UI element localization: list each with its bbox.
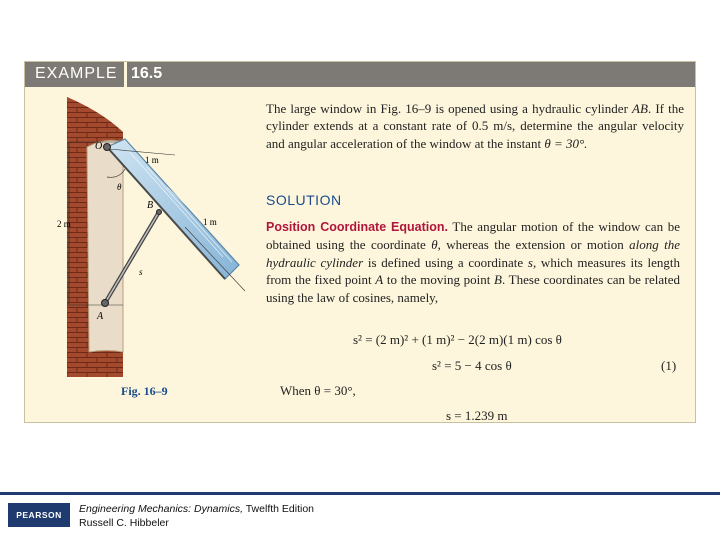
result-value: s = 1.239 m (446, 408, 508, 423)
label-1m-right: 1 m (203, 217, 217, 227)
problem-statement: The large window in Fig. 16–9 is opened using a hydraulic cylinder AB. If the cylinder extends at a constant rate of 0.5 m/s, determine the angular velocity and angular acceleration of the window at the instant θ = 30°. (266, 101, 685, 151)
equation-simplified: s² = 5 − 4 cos θ (432, 358, 512, 373)
figure-caption: Fig. 16–9 (121, 384, 168, 398)
solution-heading: SOLUTION (266, 192, 342, 208)
window-opening (87, 140, 123, 352)
book-title: Engineering Mechanics: Dynamics, Twelfth Edition (79, 503, 315, 515)
example-header (25, 62, 695, 87)
equation-law-of-cosines: s² = (2 m)² + (1 m)² − 2(2 m)(1 m) cos θ (353, 332, 562, 347)
solution-text: Position Coordinate Equation. The angular motion of the window can be obtained using the coordinate θ, whereas the extension or motion along the hydraulic cylinder is defined using a coordinate s, which measures its length from the fixed point A to the moving point B. These coordinates can be related using the law of cosines, namely, (266, 219, 681, 305)
equation-number: (1) (661, 358, 677, 373)
example-label: EXAMPLE (35, 65, 118, 82)
book-author: Russell C. Hibbeler (79, 517, 169, 529)
label-b: B (147, 200, 154, 211)
window-figure (27, 87, 255, 387)
pearson-logo: PEARSON (8, 503, 70, 527)
label-1m-top: 1 m (145, 155, 159, 165)
footer-rule (0, 492, 720, 495)
label-o: O (95, 141, 103, 152)
example-number: 16.5 (131, 65, 163, 82)
condition-text: When θ = 30°, (280, 383, 356, 398)
label-s: s (139, 267, 143, 277)
header-divider (124, 62, 127, 87)
label-2m: 2 m (57, 219, 71, 229)
example-panel (24, 61, 696, 423)
label-theta: θ (117, 182, 122, 192)
window-pane (107, 139, 239, 279)
label-a: A (97, 311, 104, 322)
